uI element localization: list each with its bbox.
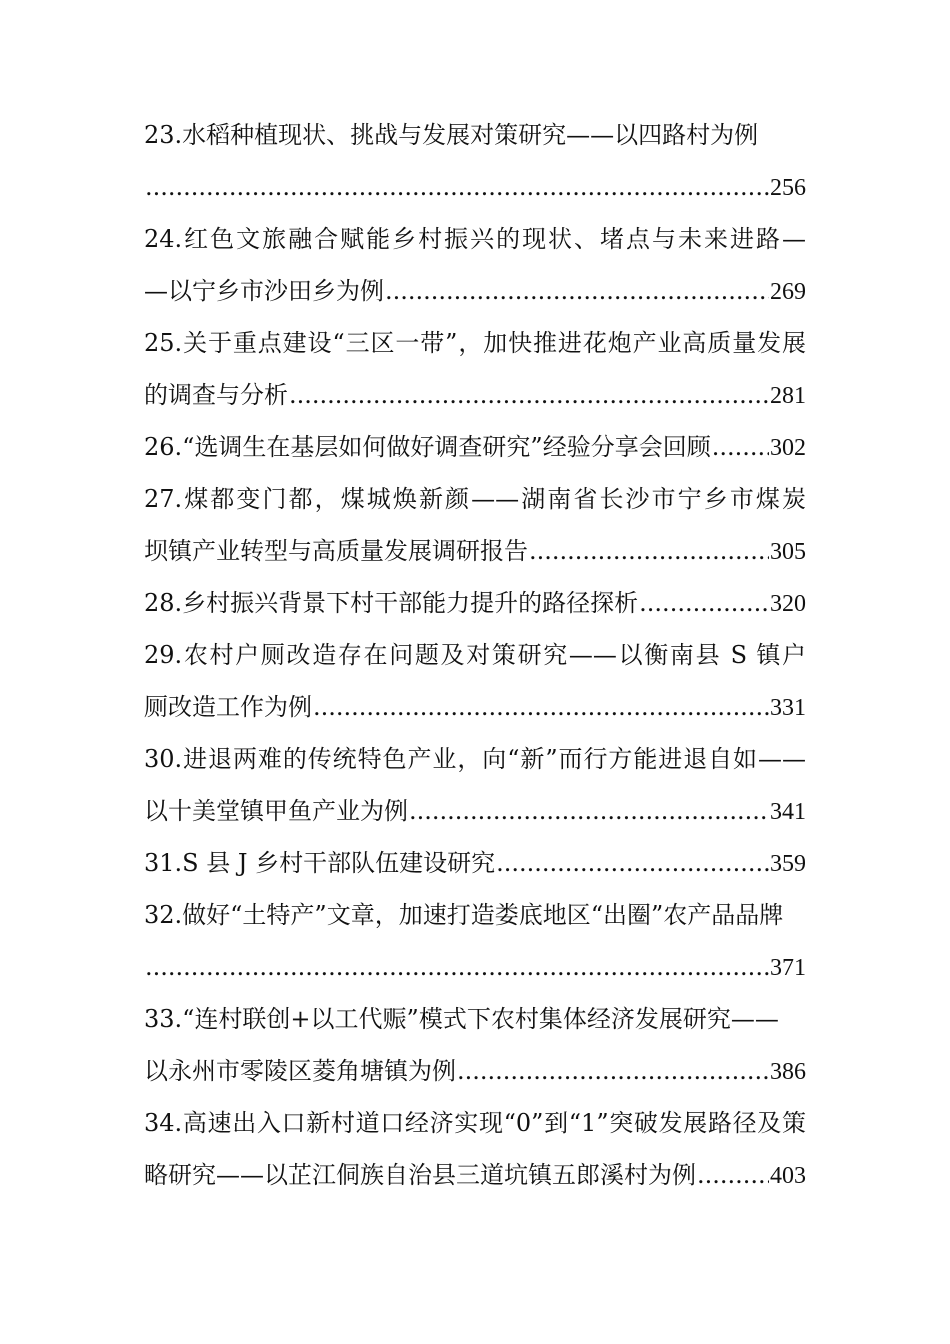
toc-page-number: 302 [770, 435, 806, 461]
toc-entry-29-line-1 [144, 629, 806, 681]
toc-entry-title: 厕改造工作为例 [144, 693, 312, 721]
toc-entry-23-line-1 [144, 109, 806, 161]
toc-entry-title: —以宁乡市沙田乡为例 [144, 277, 384, 305]
toc-leader-dots [712, 421, 769, 473]
toc-page-number: 269 [770, 279, 806, 305]
toc-leader-dots [529, 525, 769, 577]
toc-page-number: 331 [770, 695, 806, 721]
toc-entry-title: 26.“选调生在基层如何做好调查研究”经验分享会回顾 [144, 433, 711, 461]
toc-entry-25-line-2 [144, 369, 806, 421]
toc-page-number: 371 [770, 955, 806, 981]
toc-entry-27-line-1 [144, 473, 806, 525]
toc-page-number: 386 [770, 1059, 806, 1085]
toc-leader-dots [145, 161, 769, 213]
toc-page-number: 305 [770, 539, 806, 565]
toc-entry-26-line-1 [144, 421, 806, 473]
toc-page-number: 281 [770, 383, 806, 409]
toc-leader-dots [697, 1149, 769, 1201]
toc-entry-title: 坝镇产业转型与高质量发展调研报告 [144, 537, 528, 565]
toc-entry-title: 25.关于重点建设“三区一带”，加快推进花炮产业高质量发展 [144, 329, 806, 357]
table-of-contents [144, 109, 806, 1201]
toc-entry-title: 略研究——以芷江侗族自治县三道坑镇五郎溪村为例 [144, 1161, 696, 1189]
toc-page-number: 320 [770, 591, 806, 617]
toc-entry-title: 以十美堂镇甲鱼产业为例 [144, 797, 408, 825]
toc-page-number: 256 [770, 175, 806, 201]
toc-leader-dots [145, 941, 769, 993]
toc-leader-dots [385, 265, 769, 317]
toc-entry-29-line-2 [144, 681, 806, 733]
toc-entry-title: 的调查与分析 [144, 381, 288, 409]
toc-entry-33-line-2 [144, 1045, 806, 1097]
toc-leader-dots [409, 785, 769, 837]
toc-entry-title: 以永州市零陵区菱角塘镇为例 [144, 1057, 456, 1085]
toc-entry-27-line-2 [144, 525, 806, 577]
toc-page-number: 341 [770, 799, 806, 825]
toc-leader-dots [313, 681, 769, 733]
toc-entry-31-line-1 [144, 837, 806, 889]
toc-leader-dots [457, 1045, 769, 1097]
toc-entry-title: 32.做好“土特产”文章，加速打造娄底地区“出圈”农产品品牌 [144, 901, 784, 929]
toc-entry-34-line-2 [144, 1149, 806, 1201]
toc-entry-title: 31.S 县 J 乡村干部队伍建设研究 [144, 849, 496, 877]
toc-entry-32-line-1 [144, 889, 806, 941]
toc-entry-33-line-1 [144, 993, 806, 1045]
toc-leader-dots [496, 837, 769, 889]
toc-entry-title: 23.水稻种植现状、挑战与发展对策研究——以四路村为例 [144, 121, 759, 149]
toc-page-number: 359 [770, 851, 806, 877]
toc-entry-30-line-2 [144, 785, 806, 837]
toc-entry-32-line-2 [144, 941, 806, 993]
toc-entry-title: 33.“连村联创+以工代赈”模式下农村集体经济发展研究—— [144, 1005, 779, 1033]
toc-entry-34-line-1 [144, 1097, 806, 1149]
toc-entry-28-line-1 [144, 577, 806, 629]
toc-entry-title: 29.农村户厕改造存在问题及对策研究——以衡南县 S 镇户 [144, 641, 806, 669]
toc-entry-24-line-1 [144, 213, 806, 265]
toc-entry-24-line-2 [144, 265, 806, 317]
toc-entry-title: 34.高速出入口新村道口经济实现“0”到“1”突破发展路径及策 [144, 1109, 806, 1137]
toc-page-number: 403 [770, 1163, 806, 1189]
toc-entry-30-line-1 [144, 733, 806, 785]
toc-entry-title: 30.进退两难的传统特色产业，向“新”而行方能进退自如—— [144, 745, 806, 773]
toc-leader-dots [639, 577, 769, 629]
toc-entry-title: 27.煤都变门都，煤城焕新颜——湖南省长沙市宁乡市煤炭 [144, 485, 806, 513]
toc-entry-23-line-2 [144, 161, 806, 213]
toc-entry-title: 28.乡村振兴背景下村干部能力提升的路径探析 [144, 589, 639, 617]
toc-entry-title: 24.红色文旅融合赋能乡村振兴的现状、堵点与未来进路— [144, 225, 806, 253]
toc-entry-25-line-1 [144, 317, 806, 369]
toc-leader-dots [289, 369, 769, 421]
